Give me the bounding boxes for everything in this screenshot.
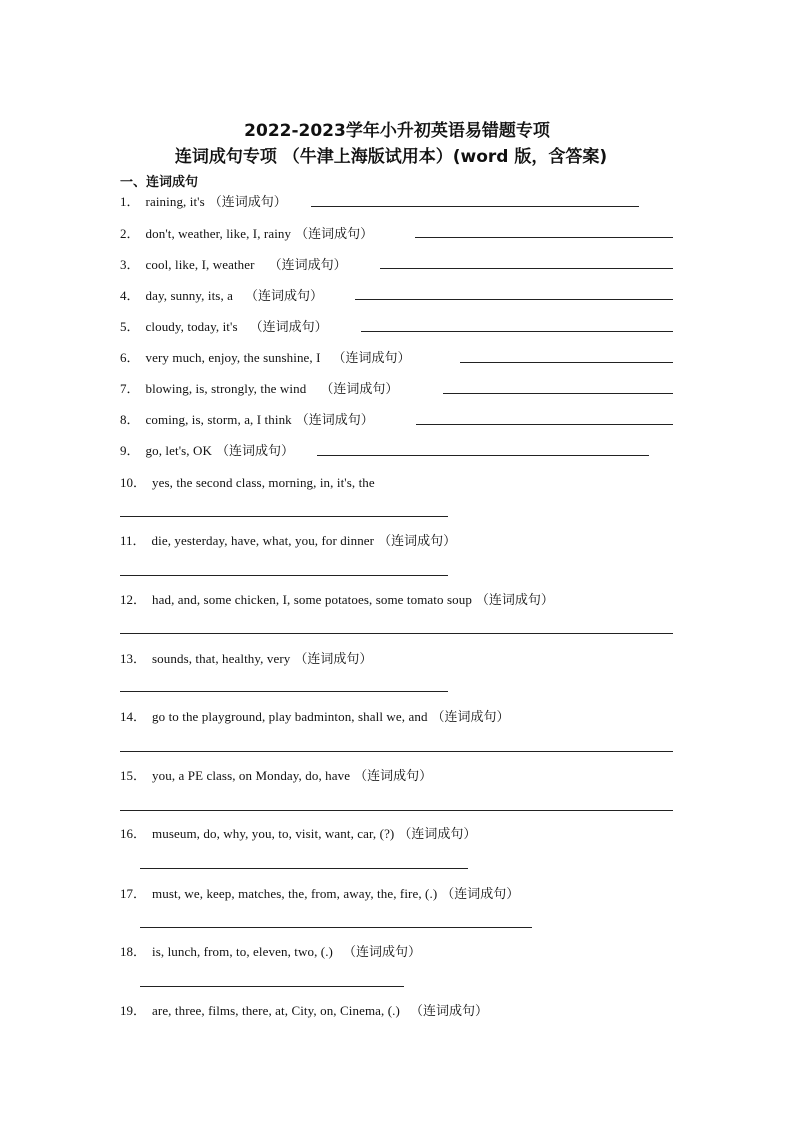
answer-line-13[interactable] — [120, 691, 448, 692]
hint-label: （连词成句） — [208, 195, 287, 210]
question-9: 9． go, let's, OK （连词成句） — [120, 443, 295, 459]
hint-label: （连词成句） — [268, 258, 347, 273]
answer-line-9[interactable] — [317, 455, 649, 456]
question-10: 10． yes, the second class, morning, in, it's, the — [120, 475, 375, 490]
question-8: 8． coming, is, storm, a, I think （连词成句） — [120, 412, 374, 428]
hint-label: （连词成句） — [378, 534, 457, 549]
hint-label: （连词成句） — [354, 769, 433, 784]
hint-label: （连词成句） — [332, 351, 411, 366]
hint-label: （连词成句） — [441, 887, 520, 902]
page-subtitle: 连词成句专项 （牛津上海版试用本）(word 版，含答案) — [174, 147, 608, 167]
answer-line-5[interactable] — [361, 331, 673, 332]
question-15: 15． you, a PE class, on Monday, do, have （连词成句） — [120, 768, 433, 784]
answer-line-17[interactable] — [140, 927, 532, 928]
hint-label: （连词成句） — [294, 652, 373, 667]
answer-line-12[interactable] — [120, 633, 673, 634]
hint-label: （连词成句） — [295, 413, 374, 428]
hint-label: （连词成句） — [431, 710, 510, 725]
question-17: 17． must, we, keep, matches, the, from, away, the, fire, (.) （连词成句） — [120, 886, 520, 902]
answer-line-2[interactable] — [415, 237, 673, 238]
answer-line-4[interactable] — [355, 299, 673, 300]
question-3: 3． cool, like, I, weather （连词成句） — [120, 257, 347, 273]
question-6: 6． very much, enjoy, the sunshine, I （连词成句） — [120, 350, 411, 366]
question-18: 18． is, lunch, from, to, eleven, two, (.) （连词成句） — [120, 944, 421, 960]
hint-label: （连词成句） — [342, 945, 421, 960]
question-13: 13． sounds, that, healthy, very （连词成句） — [120, 651, 373, 667]
question-16: 16． museum, do, why, you, to, visit, want, car, (?) （连词成句） — [120, 826, 477, 842]
hint-label: （连词成句） — [216, 444, 295, 459]
answer-line-8[interactable] — [416, 424, 673, 425]
hint-label: （连词成句） — [295, 227, 374, 242]
question-1: 1． raining, it's （连词成句） — [120, 194, 287, 210]
question-7: 7． blowing, is, strongly, the wind （连词成句） — [120, 381, 399, 397]
answer-line-7[interactable] — [443, 393, 673, 394]
answer-line-15[interactable] — [120, 810, 673, 811]
hint-label: （连词成句） — [245, 289, 324, 304]
hint-label: （连词成句） — [409, 1004, 488, 1019]
question-14: 14． go to the playground, play badminton, shall we, and （连词成句） — [120, 709, 510, 725]
answer-line-11[interactable] — [120, 575, 448, 576]
answer-line-1[interactable] — [311, 206, 639, 207]
section-heading: 一、连词成句 — [120, 175, 199, 190]
hint-label: （连词成句） — [398, 827, 477, 842]
question-5: 5． cloudy, today, it's （连词成句） — [120, 319, 328, 335]
hint-label: （连词成句） — [475, 593, 554, 608]
question-19: 19． are, three, films, there, at, City, on, Cinema, (.) （连词成句） — [120, 1003, 488, 1019]
answer-line-14[interactable] — [120, 751, 673, 752]
answer-line-6[interactable] — [460, 362, 673, 363]
hint-label: （连词成句） — [320, 382, 399, 397]
answer-line-18[interactable] — [140, 986, 404, 987]
question-11: 11． die, yesterday, have, what, you, for dinner （连词成句） — [120, 533, 457, 549]
question-12: 12． had, and, some chicken, I, some potatoes, some tomato soup （连词成句） — [120, 592, 554, 608]
answer-line-3[interactable] — [380, 268, 673, 269]
question-4: 4． day, sunny, its, a （连词成句） — [120, 288, 324, 304]
page-title: 2022-2023学年小升初英语易错题专项 — [244, 121, 550, 141]
question-2: 2． don't, weather, like, I, rainy （连词成句） — [120, 226, 374, 242]
answer-line-10[interactable] — [120, 516, 448, 517]
answer-line-16[interactable] — [140, 868, 468, 869]
hint-label: （连词成句） — [249, 320, 328, 335]
